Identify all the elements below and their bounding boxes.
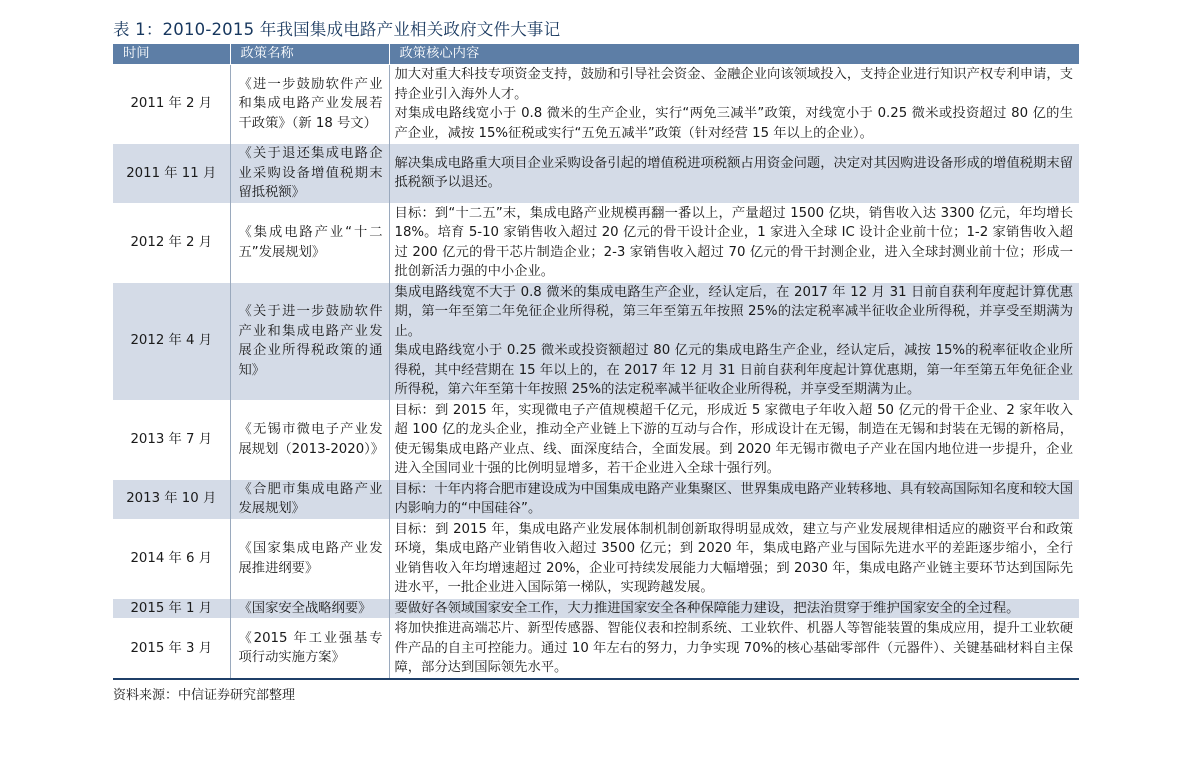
cell-policy-content (389, 598, 1079, 619)
cell-policy-name: 《无锡市微电子产业发展规划（2013-2020）》 (230, 400, 389, 479)
cell-time: 2011 年 2 月 (113, 65, 230, 144)
cell-policy-name: 《关于进一步鼓励软件产业和集成电路产业发展企业所得税政策的通知》 (230, 282, 389, 400)
cell-policy-name: 《关于退还集成电路企业采购设备增值税期末留抵税额》 (230, 144, 389, 204)
cell-policy-name: 《合肥市集成电路产业发展规划》 (230, 479, 389, 519)
content-paragraph: 将加快推进高端芯片、新型传感器、智能仪表和控制系统、工业软件、机器人等智能装置的集成应用，提升工业软硬件产品的自主可控能力。通过 10 年左右的努力，力争实现 70%的核心基础零部件（元器件）、关键基础材料自主保障，部分达到国际领先水平。 (394, 621, 1073, 675)
header-policy-name: 政策名称 (230, 44, 389, 65)
cell-policy-name: 《进一步鼓励软件产业和集成电路产业发展若干政策》（新 18 号文） (230, 65, 389, 144)
source-note: 资料来源：中信证券研究部整理 (113, 688, 296, 703)
content-paragraph: 集成电路线宽小于 0.25 微米或投资额超过 80 亿元的集成电路生产企业，经认定后，减按 15%的税率征收企业所得税，其中经营期在 15 年以上的，在 2017 年 12 月 31 日前自获利年度起计算优惠期，第一年至第五年免征企业所得税，第六年至第十年按照 25%的法定税率减半征收企业所得税，并享受至期满为止。 (394, 343, 1073, 397)
content-paragraph: 目标：到 2015 年，实现微电子产值规模超千亿元，形成近 5 家微电子年收入超 50 亿元的骨干企业、2 家年收入超 100 亿的龙头企业，推动全产业链上下游的互动与合作，形成设计在无锡，制造在无锡和封装在无锡的新格局，使无锡集成电路产业点、线、面深度结合，全面发展。到 2020 年无锡市微电子产业在国内地位进一步提升，企业进入全国同业十强的比例明显增多，若干企业进入全球十强行列。 (394, 402, 1073, 476)
table-row (113, 619, 1079, 678)
table-row (113, 479, 1079, 519)
cell-time: 2012 年 4 月 (113, 282, 230, 400)
table-row (113, 65, 1079, 144)
cell-policy-content (389, 65, 1079, 144)
table-row (113, 144, 1079, 204)
cell-policy-content (389, 479, 1079, 519)
cell-policy-content (389, 519, 1079, 598)
content-paragraph: 目标：十年内将合肥市建设成为中国集成电路产业集聚区、世界集成电路产业转移地、具有较高国际知名度和较大国内影响力的“中国硅谷”。 (394, 481, 1073, 516)
cell-policy-content (389, 144, 1079, 204)
cell-time: 2014 年 6 月 (113, 519, 230, 598)
header-policy-content: 政策核心内容 (389, 44, 1079, 65)
cell-time: 2015 年 1 月 (113, 598, 230, 619)
cell-policy-name: 《国家集成电路产业发展推进纲要》 (230, 519, 389, 598)
cell-policy-name: 《集成电路产业“十二五”发展规划》 (230, 203, 389, 282)
cell-policy-content (389, 203, 1079, 282)
cell-policy-content (389, 400, 1079, 479)
header-time: 时间 (113, 44, 230, 65)
table-row (113, 519, 1079, 598)
table-row (113, 400, 1079, 479)
cell-time: 2012 年 2 月 (113, 203, 230, 282)
content-paragraph: 解决集成电路重大项目企业采购设备引起的增值税进项税额占用资金问题，决定对其因购进设备形成的增值税期末留抵税额予以退还。 (394, 155, 1073, 191)
cell-time: 2015 年 3 月 (113, 619, 230, 678)
content-paragraph: 要做好各领域国家安全工作，大力推进国家安全各种保障能力建设，把法治贯穿于维护国家安全的全过程。 (394, 600, 1020, 616)
table-bottom-rule (113, 678, 1079, 680)
cell-policy-name: 《2015 年工业强基专项行动实施方案》 (230, 619, 389, 678)
cell-time: 2013 年 7 月 (113, 400, 230, 479)
table-row (113, 203, 1079, 282)
cell-policy-name: 《国家安全战略纲要》 (230, 598, 389, 619)
policy-table (113, 44, 1079, 678)
cell-policy-content (389, 282, 1079, 400)
table-title: 表 1：2010-2015 年我国集成电路产业相关政府文件大事记 (113, 20, 561, 39)
table-row (113, 282, 1079, 400)
content-paragraph: 加大对重大科技专项资金支持，鼓励和引导社会资金、金融企业向该领域投入，支持企业进行知识产权专利申请，支持企业引入海外人才。 (394, 67, 1073, 102)
cell-policy-content (389, 619, 1079, 678)
table-header-row (113, 44, 1079, 65)
content-paragraph: 集成电路线宽不大于 0.8 微米的集成电路生产企业，经认定后，在 2017 年 12 月 31 日前自获利年度起计算优惠期，第一年至第二年免征企业所得税，第三年至第五年按照 25%的法定税率减半征收企业所得税，并享受至期满为止。 (394, 284, 1073, 339)
table-row (113, 598, 1079, 619)
cell-time: 2011 年 11 月 (113, 144, 230, 204)
content-paragraph: 目标：到 2015 年，集成电路产业发展体制机制创新取得明显成效，建立与产业发展规律相适应的融资平台和政策环境，集成电路产业销售收入超过 3500 亿元；到 2020 年，集成电路产业与国际先进水平的差距逐步缩小，全行业销售收入年均增速超过 20%，企业可持续发展能力大幅增强；到 2030 年，集成电路产业链主要环节达到国际先进水平，一批企业进入国际第一梯队，实现跨越发展。 (394, 521, 1073, 595)
content-paragraph: 目标：到“十二五”末，集成电路产业规模再翻一番以上，产量超过 1500 亿块，销售收入达 3300 亿元，年均增长 18%。培育 5-10 家销售收入超过 20 亿元的骨干设计企业，1 家进入全球 IC 设计企业前十位；1-2 家销售收入超过 200 亿元的骨干芯片制造企业；2-3 家销售收入超过 70 亿元的骨干封测企业，进入全球封测业前十位；形成一批创新活力强的中小企业。 (394, 205, 1073, 279)
cell-time: 2013 年 10 月 (113, 479, 230, 519)
content-paragraph: 对集成电路线宽小于 0.8 微米的生产企业，实行“两免三减半”政策，对线宽小于 0.25 微米或投资超过 80 亿的生产企业，减按 15%征税或实行“五免五减半”政策（针对经营 15 年以上的企业）。 (394, 106, 1073, 141)
